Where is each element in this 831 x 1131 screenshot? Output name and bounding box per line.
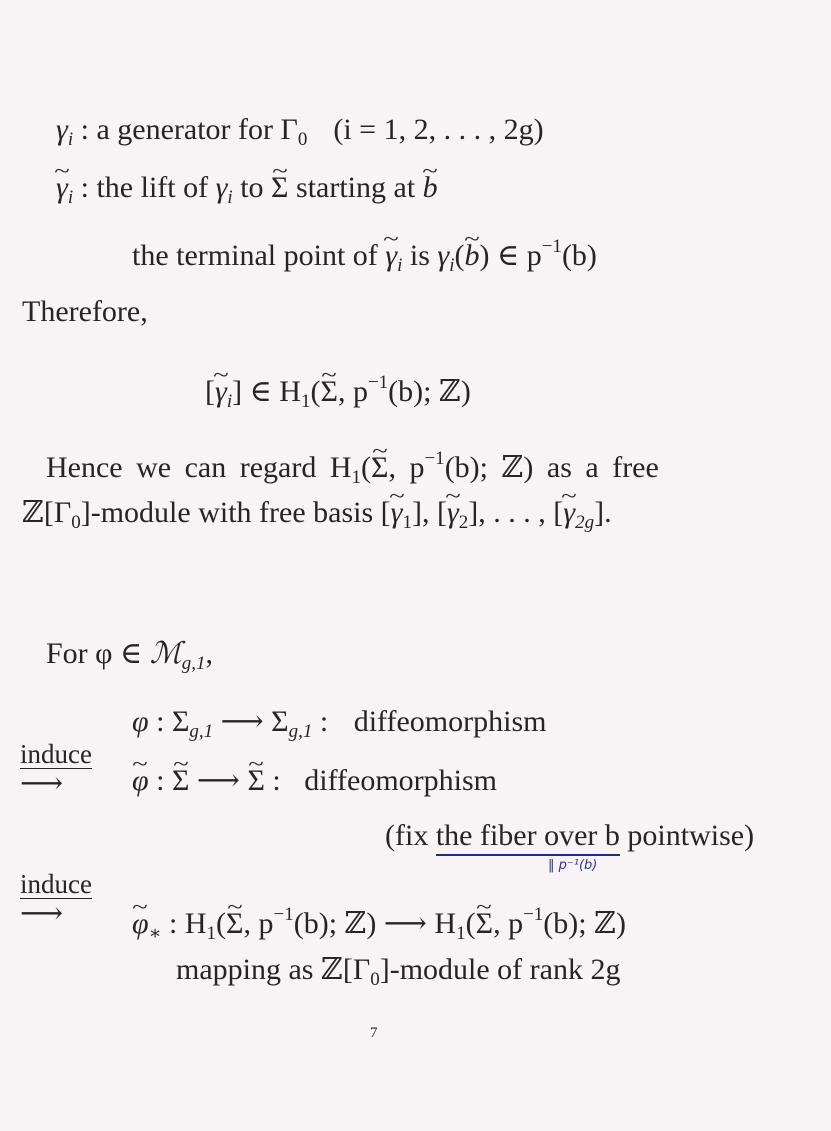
- line-induce-lift: induce ⟶ ~ φ : ~ Σ ⟶ ~ Σ : diffeomorphism: [20, 740, 112, 810]
- line-hence: Hence we can regard $H_1(\sim$ Σ, $p^{-1}(b)$; ℤ) as a free: [46, 441, 659, 496]
- line-fix-fiber: (fix the fiber over b pointwise): [385, 818, 754, 854]
- induce-arrow-2: induce ⟶: [20, 869, 92, 930]
- line-homology-class: [~ $\gamma_i$] ∈ $H_1(\sim$ Σ, $p^{-1}(b)$; ℤ): [205, 365, 471, 420]
- line-mapping-rank: mapping as $ℤ[\Gamma_0]$-module of rank 2g: [176, 953, 621, 990]
- line-generator: $\gamma_i$ : a generator for $\Gamma_0$ (i = 1, 2, . . . , 2g): [56, 113, 544, 150]
- line-therefore: Therefore,: [22, 295, 148, 328]
- line-for-phi: For φ ∈ ℳ$_{g,1}$,: [46, 636, 214, 674]
- handwritten-annotation: ‖ p⁻¹(b): [548, 858, 598, 873]
- line-terminal-point: the terminal point of ~ $\gamma_i$ is $\gamma_i(\sim$ b) ∈ $p^{-1}(b)$: [132, 229, 597, 284]
- gamma-symbol: γ: [56, 113, 68, 146]
- gamma-tilde-symbol: ~ γ: [56, 170, 68, 206]
- line-free-module: $ℤ[\Gamma_0]$-module with free basis [~ $\gamma_1$], [~ $\gamma_2$], . . . , [~ $\gamma_{2g}$].: [22, 495, 612, 541]
- induce-arrow: induce ⟶: [20, 739, 92, 800]
- line-lift: ~ $\gamma_i$ : the lift of $\gamma_i$ to ~ Σ starting at ~ b: [56, 170, 438, 216]
- underlined-fiber: the fiber over b: [436, 819, 620, 856]
- line-induce-homology: induce ⟶ ~ $\varphi_∗$ : $H_1(\sim$ Σ, $p^{-1}(b)$; ℤ) ⟶ $H_1(\sim$ Σ, $p^{-1}(b)$; ℤ): [20, 870, 112, 940]
- page-number: 7: [370, 1025, 378, 1041]
- line-phi-diffeo: φ : $\Sigma_{g,1}$ ⟶ $\Sigma_{g,1}$ : diffeomorphism: [132, 705, 547, 742]
